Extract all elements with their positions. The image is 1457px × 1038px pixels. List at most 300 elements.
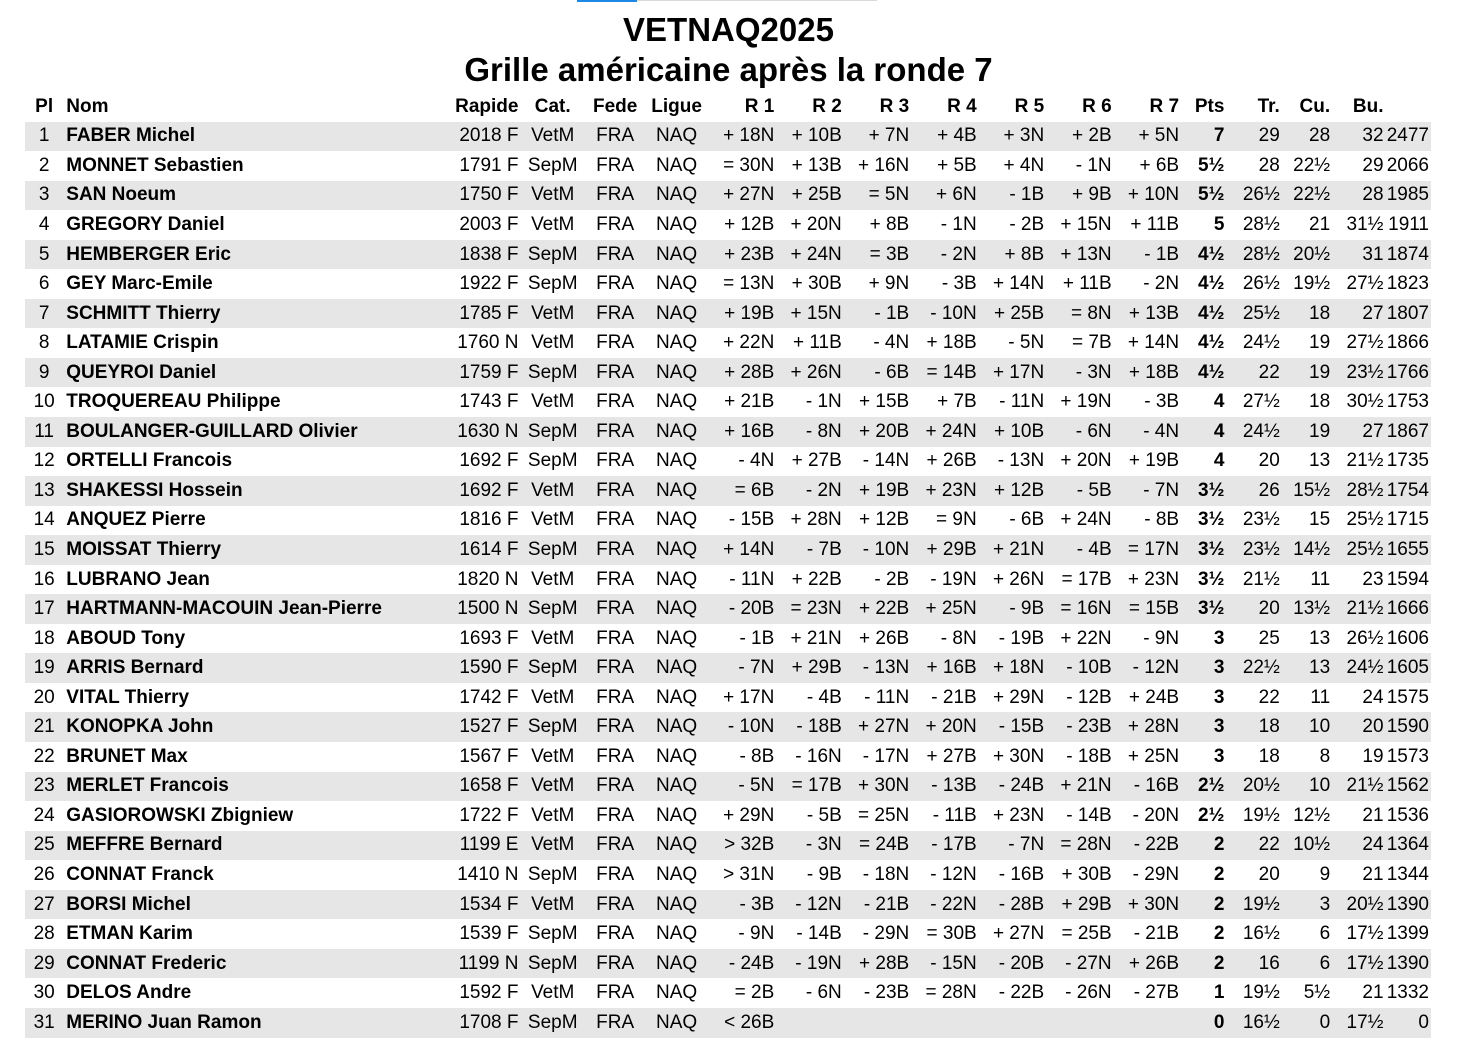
cell-r5 (979, 1008, 1046, 1038)
cell-player-name[interactable]: ARRIS Bernard (63, 653, 438, 683)
cell-r6: - 23B (1046, 712, 1113, 742)
cell-r6: - 1N (1075, 154, 1112, 176)
cell-pts: 3½ (1198, 568, 1225, 590)
cell-cu: 20½ (1282, 240, 1332, 270)
cell-tr: 25½ (1226, 299, 1281, 329)
cell-bu: 24 (1362, 686, 1384, 708)
cell-cat: VetM (531, 804, 575, 826)
cell-r3: - 4N (873, 332, 910, 354)
cell-player-name[interactable]: BORSI Michel (63, 890, 438, 920)
cell-r5: + 17N (979, 358, 1046, 388)
cell-r4: + 7B (937, 391, 977, 413)
cell-fede: FRA (596, 391, 635, 413)
cell-fede: FRA (596, 450, 635, 472)
cell-cat: VetM (531, 213, 575, 235)
cell-r6: + 15N (1060, 213, 1112, 235)
cell-perf: 2477 (1386, 122, 1431, 152)
table-row (25, 328, 1431, 358)
cell-ligue: NAQ (643, 890, 709, 920)
cell-ligue: NAQ (656, 627, 698, 649)
cell-player-name[interactable]: ORTELLI Francois (66, 450, 233, 472)
cell-fede: FRA (587, 831, 643, 861)
cell-r7: - 16B (1114, 772, 1181, 802)
cell-player-name[interactable]: HEMBERGER Eric (63, 240, 438, 270)
cell-player-name[interactable]: ANQUEZ Pierre (66, 509, 206, 531)
cell-r7: + 11B (1130, 213, 1180, 235)
cell-bu: 30½ (1346, 391, 1384, 413)
cell-tr: 20 (1258, 863, 1280, 885)
cell-cat: SepM (518, 1008, 586, 1038)
cell-player-name[interactable]: GEY Marc-Emile (66, 273, 213, 295)
cell-fede: FRA (587, 417, 643, 447)
cell-player-name[interactable]: MOISSAT Thierry (63, 535, 438, 565)
cell-player-name[interactable]: SAN Noeum (63, 181, 438, 211)
cell-r6: + 21N (1046, 772, 1113, 802)
cell-r6: + 20N (1060, 450, 1112, 472)
cell-bu: 23½ (1332, 358, 1385, 388)
cell-r6: - 18B (1066, 745, 1112, 767)
cell-player-name[interactable]: FABER Michel (63, 122, 438, 152)
cell-pts: 7 (1181, 122, 1226, 152)
cell-r5: - 11N (999, 391, 1045, 413)
cell-cu: 22½ (1293, 154, 1331, 176)
table-row (25, 594, 1431, 624)
cell-perf: 1590 (1386, 712, 1431, 742)
cell-perf: 1562 (1386, 772, 1431, 802)
cell-r7: = 15B (1114, 594, 1181, 624)
cell-ligue: NAQ (643, 653, 709, 683)
cell-r5: + 23N (992, 804, 1045, 826)
cell-r2: + 24N (776, 240, 843, 270)
cell-fede: FRA (587, 949, 643, 979)
cell-r7: + 14N (1127, 332, 1180, 354)
cell-r1: - 15B (728, 509, 775, 531)
cell-tr: 29 (1226, 122, 1281, 152)
cell-cat: VetM (531, 982, 575, 1004)
cell-player-name[interactable]: ETMAN Karim (66, 923, 193, 945)
cell-r6: = 28N (1046, 831, 1113, 861)
col-header-r5[interactable]: R 5 (1014, 95, 1045, 117)
cell-fede: FRA (587, 594, 643, 624)
cell-r5: + 26N (992, 568, 1045, 590)
cell-r6: + 19N (1060, 391, 1112, 413)
cell-r3: - 21B (844, 890, 911, 920)
cell-tr: 28½ (1226, 240, 1281, 270)
cell-pts: 2 (1181, 890, 1226, 920)
cell-r2: + 11B (792, 332, 842, 354)
cell-tr: 25 (1258, 627, 1280, 649)
cell-r4: - 11B (932, 804, 977, 826)
cell-rapide: 2018 F (438, 122, 519, 152)
tab-indicator (577, 0, 637, 2)
table-row (25, 210, 1431, 240)
cell-r6: + 22N (1060, 627, 1112, 649)
cell-r1: + 28B (710, 358, 776, 388)
cell-cu: 11 (1310, 686, 1331, 708)
cell-r3: = 24B (844, 831, 911, 861)
table-row (25, 831, 1431, 861)
cell-r1: + 27N (710, 181, 776, 211)
cell-r4: - 10N (911, 299, 978, 329)
cell-tr: 16½ (1226, 1008, 1281, 1038)
cell-player-name[interactable]: LATAMIE Crispin (66, 332, 219, 354)
col-header-pts[interactable]: Pts (1194, 95, 1225, 117)
cell-perf: 1666 (1386, 594, 1431, 624)
cell-cat: SepM (518, 240, 586, 270)
cell-cu: 0 (1282, 1008, 1332, 1038)
table-row (25, 890, 1431, 920)
cell-r5: + 10B (979, 417, 1046, 447)
cell-r4: - 21B (931, 686, 977, 708)
cell-r4: + 6N (911, 181, 978, 211)
cell-r2: + 22B (791, 568, 842, 590)
cell-player-name[interactable]: MERLET Francois (63, 772, 438, 802)
cell-r5: + 12B (979, 476, 1046, 506)
cell-cat: VetM (531, 509, 575, 531)
cell-rapide: 1791 F (459, 154, 519, 176)
cell-r4: - 8N (940, 627, 977, 649)
cell-r6: + 11B (1062, 273, 1112, 295)
col-header-r1[interactable]: R 1 (744, 95, 775, 117)
cell-r5: - 5N (1008, 332, 1045, 354)
cell-player-name[interactable]: SCHMITT Thierry (63, 299, 438, 329)
cell-r4: = 30B (926, 923, 977, 945)
cell-fede: FRA (596, 804, 635, 826)
cell-perf: 1332 (1386, 982, 1429, 1004)
cell-rapide: 1410 N (457, 863, 519, 885)
cell-r7: - 20N (1132, 804, 1180, 826)
cell-r2: - 9B (806, 863, 842, 885)
cell-rapide: 1816 F (459, 509, 519, 531)
cell-rapide: 1534 F (438, 890, 519, 920)
cell-bu: 19 (1362, 745, 1384, 767)
cell-pl: 1 (25, 122, 63, 152)
cell-r4: = 28N (925, 982, 977, 1004)
cell-pts: 3½ (1198, 509, 1225, 531)
cell-fede: FRA (587, 181, 643, 211)
cell-r5: + 25B (979, 299, 1046, 329)
cell-bu: 26½ (1346, 627, 1384, 649)
cell-r5: - 2B (1009, 213, 1045, 235)
cell-r7: + 25N (1127, 745, 1180, 767)
cell-r6: = 8N (1046, 299, 1113, 329)
cell-pl: 30 (33, 982, 55, 1004)
cell-pts: 4 (1213, 391, 1225, 413)
col-header-r7[interactable]: R 7 (1149, 95, 1180, 117)
cell-ligue: NAQ (643, 1008, 709, 1038)
cell-ligue: NAQ (656, 686, 698, 708)
cell-r2: + 15N (776, 299, 843, 329)
cell-bu: 27 (1332, 299, 1385, 329)
table-row (25, 653, 1431, 683)
cell-pl: 7 (25, 299, 63, 329)
cell-ligue: NAQ (643, 772, 709, 802)
cell-bu: 21 (1362, 863, 1384, 885)
cell-ligue: NAQ (656, 509, 698, 531)
cell-player-name[interactable]: LUBRANO Jean (66, 568, 210, 590)
cell-fede: FRA (596, 745, 635, 767)
cell-fede: FRA (596, 154, 635, 176)
cell-fede: FRA (596, 273, 635, 295)
table-row (25, 742, 1431, 772)
cell-pts: 5 (1213, 213, 1225, 235)
cell-tr: 20½ (1226, 772, 1281, 802)
table-row (25, 299, 1431, 329)
cell-r6: + 2B (1046, 122, 1113, 152)
cell-r4: - 13B (911, 772, 978, 802)
cell-cu: 19 (1282, 417, 1332, 447)
table-row (25, 801, 1431, 831)
col-header-pl[interactable]: Pl (35, 95, 54, 117)
cell-cat: VetM (518, 476, 586, 506)
cell-r6: - 3N (1046, 358, 1113, 388)
cell-rapide: 1614 F (438, 535, 519, 565)
cell-fede: FRA (587, 299, 643, 329)
cell-r5: + 14N (992, 273, 1045, 295)
cell-r3: + 8B (869, 213, 910, 235)
cell-rapide: 1693 F (459, 627, 519, 649)
cell-player-name[interactable]: SHAKESSI Hossein (63, 476, 438, 506)
table-row (25, 624, 1431, 654)
cell-fede: FRA (587, 890, 643, 920)
cell-r1: + 29N (723, 804, 775, 826)
cell-tr: 26½ (1242, 273, 1280, 295)
cell-cat: VetM (531, 627, 575, 649)
cell-ligue: NAQ (656, 745, 698, 767)
col-header-cu[interactable]: Cu. (1299, 95, 1331, 117)
cell-fede: FRA (587, 1008, 643, 1038)
col-header-r2[interactable]: R 2 (812, 95, 842, 117)
cell-cat: VetM (518, 181, 586, 211)
cell-pl: 9 (25, 358, 63, 388)
cell-rapide: 1743 F (459, 391, 519, 413)
cell-r4: + 26B (926, 450, 977, 472)
cell-r2: + 10B (776, 122, 843, 152)
cell-r3: - 17N (862, 745, 910, 767)
cell-tr: 21½ (1242, 568, 1280, 590)
cell-pl: 24 (33, 804, 55, 826)
header-row (25, 92, 1431, 122)
cell-bu: 25½ (1332, 535, 1385, 565)
cell-r2: - 6N (805, 982, 842, 1004)
cell-player-name[interactable]: MERINO Juan Ramon (63, 1008, 438, 1038)
cell-cu: 3 (1282, 890, 1332, 920)
cell-perf: 0 (1386, 1008, 1431, 1038)
cell-tr: 22 (1258, 686, 1280, 708)
cell-pl: 4 (38, 213, 50, 235)
cell-player-name[interactable]: ABOUD Tony (66, 627, 186, 649)
cell-r1: = 13N (723, 273, 775, 295)
cell-r4: - 1N (940, 213, 977, 235)
cell-pts: 2 (1213, 923, 1225, 945)
cell-pts: 4 (1213, 450, 1225, 472)
cell-r5: - 13N (997, 450, 1045, 472)
cell-r5: + 3N (979, 122, 1046, 152)
cell-r2: + 13B (791, 154, 842, 176)
cell-ligue: NAQ (656, 154, 698, 176)
cell-player-name[interactable]: CONNAT Franck (66, 863, 214, 885)
cell-tr: 24½ (1242, 332, 1280, 354)
cell-r2: + 29B (776, 653, 843, 683)
cell-r4: + 4B (911, 122, 978, 152)
cell-r3: + 20B (844, 417, 911, 447)
cell-rapide: 1742 F (459, 686, 519, 708)
col-header-tr[interactable]: Tr. (1257, 95, 1280, 117)
cell-player-name[interactable]: HARTMANN-MACOUIN Jean-Pierre (63, 594, 438, 624)
cell-r3: + 15B (859, 391, 910, 413)
cell-rapide: 1539 F (459, 923, 519, 945)
cell-cu: 13½ (1282, 594, 1332, 624)
cell-r4: + 5B (937, 154, 977, 176)
col-header-r3[interactable]: R 3 (879, 95, 910, 117)
cell-perf: 1807 (1386, 299, 1431, 329)
cell-cu: 5½ (1303, 982, 1331, 1004)
cell-r1: - 20B (710, 594, 776, 624)
cell-r3: = 5N (844, 181, 911, 211)
cell-pts: 2 (1213, 863, 1225, 885)
cell-ligue: NAQ (656, 863, 698, 885)
cell-r5: - 9B (979, 594, 1046, 624)
cell-ligue: NAQ (656, 391, 698, 413)
cell-r3: - 23B (863, 982, 910, 1004)
cell-r1: - 8B (739, 745, 775, 767)
cell-perf: 1594 (1386, 568, 1429, 590)
cell-player-name[interactable]: DELOS Andre (66, 982, 192, 1004)
cell-bu: 29 (1362, 154, 1384, 176)
cell-r6: - 12B (1066, 686, 1112, 708)
cell-pl: 27 (25, 890, 63, 920)
cell-r4: = 14B (911, 358, 978, 388)
cell-perf: 2066 (1386, 154, 1429, 176)
cell-r4: + 29B (911, 535, 978, 565)
cell-cat: VetM (518, 772, 586, 802)
table-row (25, 387, 1431, 417)
cell-ligue: NAQ (656, 804, 698, 826)
col-header-ligue[interactable]: Ligue (651, 95, 702, 117)
cell-player-name[interactable]: QUEYROI Daniel (63, 358, 438, 388)
cell-player-name[interactable]: VITAL Thierry (66, 686, 190, 708)
cell-bu: 21½ (1346, 450, 1384, 472)
cell-player-name[interactable]: KONOPKA John (63, 712, 438, 742)
cell-r2: + 27B (791, 450, 842, 472)
cell-r3 (844, 1008, 911, 1038)
cell-r5: - 24B (979, 772, 1046, 802)
cell-ligue: NAQ (643, 712, 709, 742)
cell-player-name[interactable]: GREGORY Daniel (66, 213, 225, 235)
cell-r7: + 26B (1114, 949, 1181, 979)
col-header-fede[interactable]: Fede (592, 95, 638, 117)
cell-r3: - 13N (844, 653, 911, 683)
cell-player-name[interactable]: BRUNET Max (66, 745, 188, 767)
cell-tr: 26 (1226, 476, 1281, 506)
cell-rapide: 1785 F (438, 299, 519, 329)
cell-cu: 13 (1282, 653, 1332, 683)
cell-cat: SepM (527, 863, 578, 885)
col-header-rapide[interactable]: Rapide (455, 95, 519, 117)
col-header-nom[interactable]: Nom (66, 95, 109, 117)
cell-perf: 1866 (1386, 332, 1429, 354)
cell-tr: 20 (1258, 450, 1280, 472)
cell-fede: FRA (596, 982, 635, 1004)
cell-r5: - 22B (998, 982, 1045, 1004)
cell-bu: 17½ (1332, 949, 1385, 979)
cell-rapide: 1199 E (438, 831, 519, 861)
cell-player-name[interactable]: GASIOROWSKI Zbigniew (66, 804, 294, 826)
cell-pl: 22 (33, 745, 55, 767)
cell-player-name[interactable]: MEFFRE Bernard (63, 831, 438, 861)
col-header-cat[interactable]: Cat. (534, 95, 571, 117)
cell-cu: 18 (1282, 299, 1332, 329)
cell-r6 (1046, 1008, 1113, 1038)
cell-r7: - 4N (1114, 417, 1181, 447)
col-header-bu[interactable]: Bu. (1352, 95, 1384, 117)
cell-cu: 15½ (1282, 476, 1332, 506)
cell-player-name[interactable]: CONNAT Frederic (63, 949, 438, 979)
cell-perf: 1606 (1386, 627, 1429, 649)
cell-ligue: NAQ (643, 476, 709, 506)
cell-r1: - 11N (729, 568, 775, 590)
cell-cat: SepM (527, 923, 578, 945)
col-header-r6[interactable]: R 6 (1082, 95, 1112, 117)
cell-fede: FRA (587, 712, 643, 742)
cell-r7: = 17N (1114, 535, 1181, 565)
cell-r1: < 26B (710, 1008, 776, 1038)
cell-bu: 23 (1362, 568, 1384, 590)
cell-player-name[interactable]: MONNET Sebastien (66, 154, 244, 176)
cell-pts: 4½ (1181, 299, 1226, 329)
cell-cat: VetM (518, 299, 586, 329)
page-title: VETNAQ2025 (623, 11, 834, 48)
cell-r4 (911, 1008, 978, 1038)
cell-r2: = 17B (776, 772, 843, 802)
cell-pl: 6 (38, 273, 50, 295)
page-subtitle: Grille américaine après la ronde 7 (464, 51, 993, 88)
cell-r3: + 30N (844, 772, 911, 802)
cell-tr: 28 (1258, 154, 1280, 176)
cell-fede: FRA (587, 476, 643, 506)
cell-r3: - 11N (864, 686, 910, 708)
cell-pl: 10 (33, 391, 55, 413)
cell-cu: 19 (1282, 358, 1332, 388)
cell-tr: 23½ (1242, 509, 1280, 531)
cell-player-name[interactable]: BOULANGER-GUILLARD Olivier (63, 417, 438, 447)
cell-r1: - 7N (710, 653, 776, 683)
cell-perf: 1766 (1386, 358, 1431, 388)
cell-cu: 10 (1282, 712, 1332, 742)
cell-r4: + 23N (911, 476, 978, 506)
cell-pts: 3½ (1181, 594, 1226, 624)
cell-perf: 1754 (1386, 476, 1431, 506)
cell-rapide: 1527 F (438, 712, 519, 742)
cell-pts: 5½ (1181, 181, 1226, 211)
cell-ligue: NAQ (643, 240, 709, 270)
col-header-r4[interactable]: R 4 (947, 95, 977, 117)
table-row (25, 506, 1431, 536)
cell-bu: 21½ (1332, 594, 1385, 624)
cell-rapide: 1692 F (438, 476, 519, 506)
cell-r5: - 16B (998, 863, 1045, 885)
table-row (25, 476, 1431, 506)
cell-r5: + 18N (979, 653, 1046, 683)
cell-player-name[interactable]: TROQUEREAU Philippe (66, 391, 281, 413)
cell-bu: 27½ (1346, 332, 1384, 354)
cell-r6: - 5B (1046, 476, 1113, 506)
cell-r4: - 17B (911, 831, 978, 861)
cell-pl: 17 (25, 594, 63, 624)
table-row (25, 181, 1431, 211)
cell-r3: + 12B (859, 509, 910, 531)
cell-pl: 8 (38, 332, 50, 354)
